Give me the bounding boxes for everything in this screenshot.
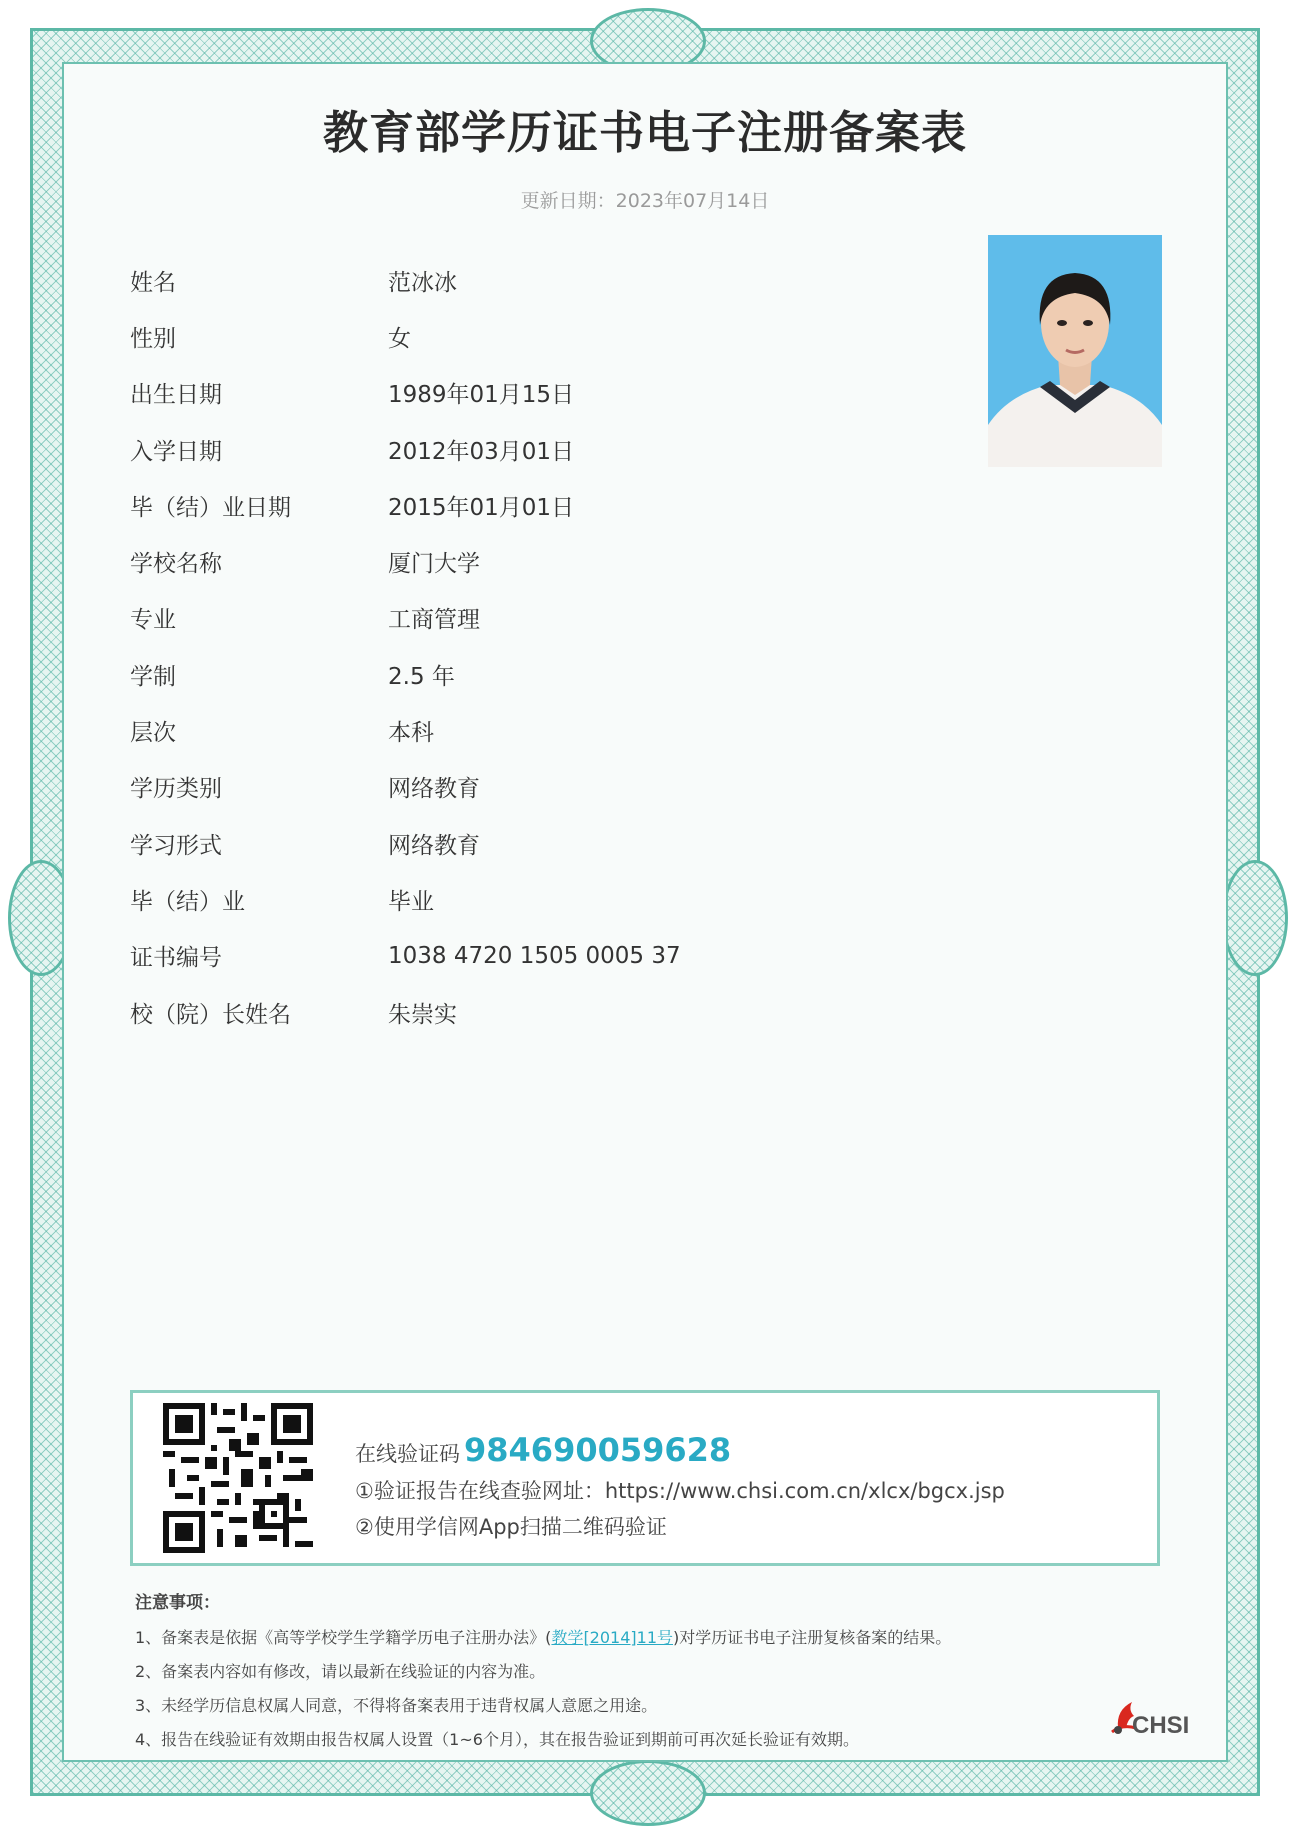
field-label: 学制: [130, 663, 176, 690]
note-text: 1、备案表是依据《高等学校学生学籍学历电子注册办法》(: [135, 1628, 552, 1647]
notes-section: [135, 1588, 1115, 1761]
field-value: 2.5 年: [388, 663, 455, 690]
verification-box: [130, 1390, 1160, 1566]
field-value: 1038 4720 1505 0005 37: [388, 942, 681, 969]
update-date: [0, 186, 1290, 213]
field-label: 姓名: [130, 269, 176, 296]
field-label: 性别: [130, 325, 176, 352]
regulation-link[interactable]: 教学[2014]11号: [551, 1628, 674, 1647]
note-item: 3、未经学历信息权属人同意，不得将备案表用于违背权属人意愿之用途。: [135, 1696, 658, 1715]
field-row-education-type: [130, 759, 830, 815]
qr-code-icon[interactable]: [163, 1403, 313, 1553]
notes-title: 注意事项：: [135, 1593, 220, 1613]
field-label: 学校名称: [130, 551, 222, 578]
field-label: 入学日期: [130, 438, 222, 465]
field-row-gender: [130, 308, 830, 364]
frame-ornament-right: [1222, 860, 1288, 976]
field-label: 出生日期: [130, 382, 222, 409]
field-row-level: [130, 702, 830, 758]
field-row-duration: [130, 646, 830, 702]
verification-url-line[interactable]: ①验证报告在线查验网址：https://www.chsi.com.cn/xlcx/bgcx.jsp: [355, 1479, 1005, 1503]
field-row-graduation-status: [130, 871, 830, 927]
update-date-label: 更新日期：: [520, 190, 616, 212]
field-value: 毕业: [388, 888, 434, 915]
verification-code: 984690059628: [464, 1431, 732, 1469]
field-value: 本科: [388, 720, 434, 747]
field-row-major: [130, 590, 830, 646]
field-label: 学习形式: [130, 832, 222, 859]
note-item: 4、报告在线验证有效期由报告权属人设置（1~6个月），其在报告验证到期前可再次延长验证有效期。: [135, 1730, 859, 1749]
chsi-logo-text: CHSI: [1132, 1712, 1190, 1739]
field-row-certificate-number: [130, 928, 830, 984]
field-value: 厦门大学: [388, 551, 480, 578]
field-value: 范冰冰: [388, 269, 457, 296]
page-title: 教育部学历证书电子注册备案表: [322, 106, 967, 159]
field-label: 校（院）长姓名: [130, 1001, 291, 1028]
field-row-enroll-date: [130, 421, 830, 477]
field-value: 女: [388, 325, 411, 352]
field-row-name: [130, 252, 830, 308]
verification-code-label: 在线验证码: [355, 1442, 460, 1466]
field-row-school: [130, 533, 830, 589]
verification-app-line: ②使用学信网App扫描二维码验证: [355, 1515, 667, 1539]
field-value: 朱崇实: [388, 1001, 457, 1028]
field-row-president-name: [130, 984, 830, 1040]
field-label: 证书编号: [130, 945, 222, 972]
field-label: 毕（结）业: [130, 888, 245, 915]
field-row-graduation-date: [130, 477, 830, 533]
verification-info: [355, 1431, 1005, 1541]
field-row-birth-date: [130, 365, 830, 421]
field-value: 2012年03月01日: [388, 438, 575, 465]
field-value: 网络教育: [388, 832, 480, 859]
portrait-icon: [988, 235, 1162, 467]
field-label: 专业: [130, 607, 176, 634]
field-label: 学历类别: [130, 776, 222, 803]
note-text: )对学历证书电子注册复核备案的结果。: [673, 1628, 952, 1647]
field-value: 网络教育: [388, 776, 480, 803]
field-label: 层次: [130, 720, 176, 747]
info-table: [130, 252, 830, 1040]
field-value: 工商管理: [388, 607, 480, 634]
update-date-value: 2023年07月14日: [615, 190, 770, 212]
field-value: 1989年01月15日: [388, 382, 575, 409]
frame-ornament-bottom: [590, 1760, 706, 1826]
note-item: [135, 1625, 1115, 1648]
id-photo: [988, 235, 1162, 467]
field-value: 2015年01月01日: [388, 494, 575, 521]
field-label: 毕（结）业日期: [130, 494, 291, 521]
note-item: 2、备案表内容如有修改，请以最新在线验证的内容为准。: [135, 1662, 546, 1681]
field-row-study-form: [130, 815, 830, 871]
